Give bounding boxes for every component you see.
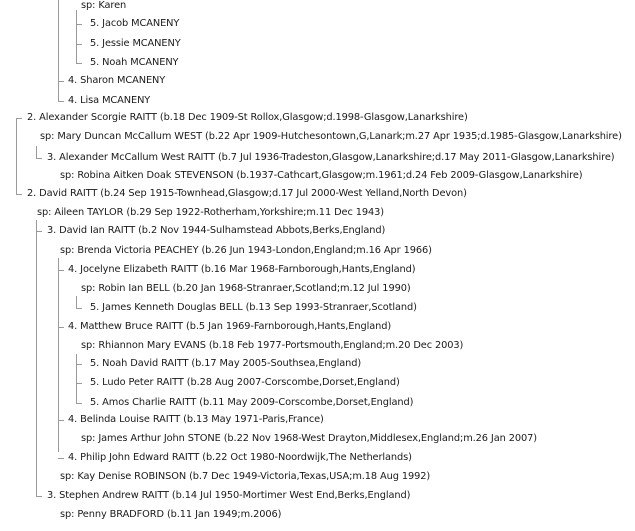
spouse-entry: sp: Robina Aitken Doak STEVENSON (b.1937-Cathcart,Glasgow;m.1961;d.24 Feb 2009-Glasgow,Lanarkshire) — [60, 170, 583, 181]
tree-line — [36, 220, 37, 496]
spouse-entry: sp: Robin Ian BELL (b.20 Jan 1968-Stranraer,Scotland;m.12 Jul 1990) — [81, 283, 411, 294]
tree-line — [36, 496, 42, 497]
tree-line — [36, 231, 42, 232]
tree-line — [76, 296, 77, 308]
tree-line — [36, 146, 37, 158]
descendant-entry: 5. Jacob MCANENY — [90, 18, 180, 29]
tree-line — [76, 24, 82, 25]
tree-line — [76, 403, 82, 404]
descendant-entry: 5. Noah MCANENY — [90, 57, 179, 68]
tree-line — [58, 101, 64, 102]
descendant-entry: 4. Matthew Bruce RAITT (b.5 Jan 1969-Farnborough,Hants,England) — [68, 321, 392, 332]
spouse-entry: sp: Mary Duncan McCallum WEST (b.22 Apr 1909-Hutchesontown,G,Lanark;m.27 Apr 1935;d.1985-Glasgow,Lanarkshire) — [40, 131, 622, 142]
tree-line — [76, 383, 82, 384]
descendant-entry: 3. David Ian RAITT (b.2 Nov 1944-Sulhamstead Abbots,Berks,England) — [47, 225, 386, 236]
spouse-entry: sp: Rhiannon Mary EVANS (b.18 Feb 1977-Portsmouth,England;m.20 Dec 2003) — [81, 340, 464, 351]
tree-line — [58, 458, 64, 459]
tree-line — [16, 118, 22, 119]
tree-line — [16, 194, 22, 195]
tree-line — [58, 327, 64, 328]
tree-line — [36, 158, 42, 159]
tree-line — [58, 0, 59, 101]
descendant-entry: 5. Amos Charlie RAITT (b.11 May 2009-Corscombe,Dorset,England) — [90, 397, 414, 408]
descendant-entry: 5. Noah David RAITT (b.17 May 2005-Southsea,England) — [90, 358, 362, 369]
tree-line — [58, 81, 64, 82]
descendant-entry: 3. Stephen Andrew RAITT (b.14 Jul 1950-Mortimer West End,Berks,England) — [47, 490, 411, 501]
descendant-entry: 2. Alexander Scorgie RAITT (b.18 Dec 1909-St Rollox,Glasgow;d.1998-Glasgow,Lanarkshire) — [27, 112, 468, 123]
tree-line — [76, 10, 77, 64]
descendant-entry: 3. Alexander McCallum West RAITT (b.7 Jul 1936-Tradeston,Glasgow,Lanarkshire;d.17 May 2011-Glasgow,Lanarkshire) — [47, 152, 615, 163]
descendant-entry: 4. Lisa MCANENY — [68, 95, 151, 106]
descendant-entry: 4. Sharon MCANENY — [68, 75, 166, 86]
spouse-entry: sp: Aileen TAYLOR (b.29 Sep 1922-Rotherham,Yorkshire;m.11 Dec 1943) — [37, 207, 385, 218]
tree-line — [58, 420, 64, 421]
tree-line — [58, 270, 64, 271]
tree-line — [16, 118, 17, 194]
spouse-entry: sp: Karen — [81, 0, 127, 11]
descendant-entry: 4. Philip John Edward RAITT (b.22 Oct 1980-Noordwijk,The Netherlands) — [68, 452, 412, 463]
tree-line — [76, 364, 82, 365]
spouse-entry: sp: Kay Denise ROBINSON (b.7 Dec 1949-Victoria,Texas,USA;m.18 Aug 1992) — [60, 471, 431, 482]
descendant-entry: 5. Ludo Peter RAITT (b.28 Aug 2007-Corscombe,Dorset,England) — [90, 377, 400, 388]
descendant-entry: 4. Belinda Louise RAITT (b.13 May 1971-Paris,France) — [68, 414, 324, 425]
spouse-entry: sp: James Arthur John STONE (b.22 Nov 1968-West Drayton,Middlesex,England;m.26 Jan 2007) — [81, 433, 537, 444]
descendant-entry: 5. Jessie MCANENY — [90, 38, 181, 49]
tree-line — [76, 354, 77, 404]
tree-line — [58, 258, 59, 452]
spouse-entry: sp: Penny BRADFORD (b.11 Jan 1949;m.2006) — [60, 509, 282, 520]
tree-line — [76, 44, 82, 45]
descendant-entry: 5. James Kenneth Douglas BELL (b.13 Sep 1993-Stranraer,Scotland) — [90, 302, 417, 313]
tree-line — [76, 308, 82, 309]
descendant-entry: 4. Jocelyne Elizabeth RAITT (b.16 Mar 1968-Farnborough,Hants,England) — [68, 264, 416, 275]
spouse-entry: sp: Brenda Victoria PEACHEY (b.26 Jun 1943-London,England;m.16 Apr 1966) — [60, 245, 432, 256]
tree-line — [76, 63, 82, 64]
descendant-entry: 2. David RAITT (b.24 Sep 1915-Townhead,Glasgow;d.17 Jul 2000-West Yelland,North Devon) — [27, 188, 467, 199]
